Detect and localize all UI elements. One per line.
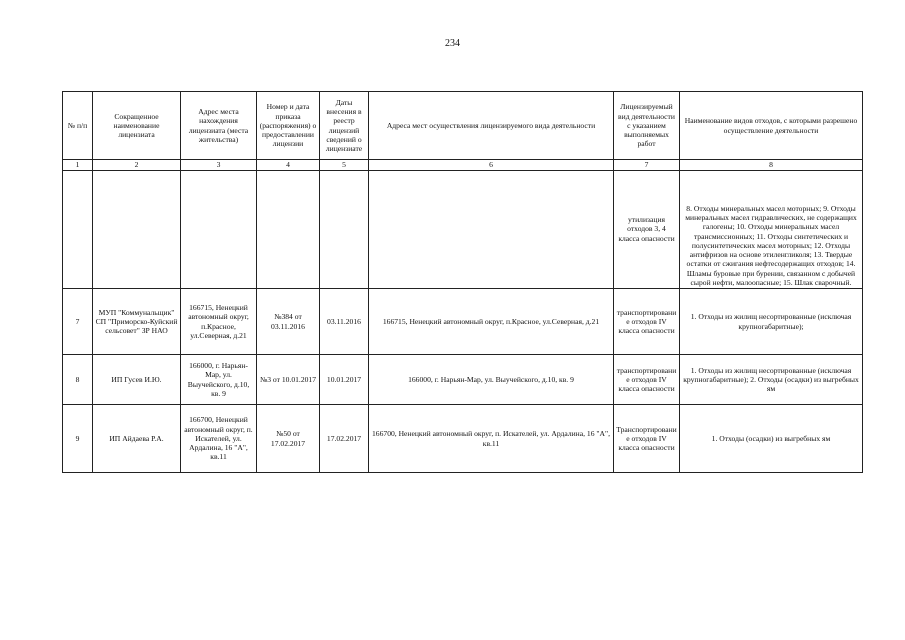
column-number: 3 xyxy=(181,160,257,171)
cell-waste-types: 8. Отходы минеральных масел моторных; 9. Отходы минеральных масел гидравлических, не содержащих галогены; 10. Отходы минеральных масел трансмиссионных; 11. Отходы синтетических и полусинтетических масел моторных; 12. Отходы антифризов на основе этиленгликоля; 13. Твердые остатки от сжигания нефтесодержащих отходов; 14. Шламы буровые при бурении, связанном с добычей сырой нефти, малоопасные; 15. Шлак сварочный. xyxy=(680,171,863,289)
cell-activity: Транспортирование отходов IV класса опасности xyxy=(614,405,680,473)
cell-empty xyxy=(320,171,369,289)
column-number: 7 xyxy=(614,160,680,171)
header-activity-type: Лицензируемый вид деятельности с указанием выполняемых работ xyxy=(614,92,680,160)
column-number: 6 xyxy=(369,160,614,171)
cell-licensee-address: 166715, Ненецкий автономный округ, п.Красное, ул.Северная, д.21 xyxy=(181,289,257,355)
header-licensee-name: Сокращенное наименование лицензиата xyxy=(93,92,181,160)
column-number: 2 xyxy=(93,160,181,171)
cell-activity: транспортирование отходов IV класса опасности xyxy=(614,355,680,405)
table-row xyxy=(63,405,863,473)
cell-licensee-name: ИП Гусев И.Ю. xyxy=(93,355,181,405)
cell-empty xyxy=(369,171,614,289)
header-order: Номер и дата приказа (распоряжения) о предоставлении лицензии xyxy=(257,92,320,160)
column-number: 5 xyxy=(320,160,369,171)
cell-waste-types: 1. Отходы (осадки) из выгребных ям xyxy=(680,405,863,473)
cell-empty xyxy=(181,171,257,289)
table-row-continuation xyxy=(63,171,863,289)
column-number: 8 xyxy=(680,160,863,171)
cell-activity-places: 166000, г. Нарьян-Мар, ул. Выучейского, д.10, кв. 9 xyxy=(369,355,614,405)
cell-num: 7 xyxy=(63,289,93,355)
page-number: 234 xyxy=(445,38,460,49)
cell-registry-date: 17.02.2017 xyxy=(320,405,369,473)
header-licensee-address: Адрес места нахождения лицензиата (места жительства) xyxy=(181,92,257,160)
cell-licensee-address: 166000, г. Нарьян-Мар, ул. Выучейского, д.10, кв. 9 xyxy=(181,355,257,405)
cell-empty xyxy=(257,171,320,289)
license-registry-table xyxy=(62,91,863,473)
header-num: № п/п xyxy=(63,92,93,160)
cell-num: 9 xyxy=(63,405,93,473)
cell-registry-date: 10.01.2017 xyxy=(320,355,369,405)
cell-num: 8 xyxy=(63,355,93,405)
cell-empty xyxy=(93,171,181,289)
cell-waste-types: 1. Отходы из жилищ несортированные (исключая крупногабаритные); xyxy=(680,289,863,355)
cell-registry-date: 03.11.2016 xyxy=(320,289,369,355)
column-number-row xyxy=(63,160,863,171)
cell-activity: транспортирование отходов IV класса опасности xyxy=(614,289,680,355)
table-row xyxy=(63,289,863,355)
header-row xyxy=(63,92,863,160)
cell-waste-types: 1. Отходы из жилищ несортированные (исключая крупногабаритные); 2. Отходы (осадки) из выгребных ям xyxy=(680,355,863,405)
header-waste-types: Наименование видов отходов, с которыми разрешено осуществление деятельности xyxy=(680,92,863,160)
column-number: 1 xyxy=(63,160,93,171)
cell-activity: утилизация отходов 3, 4 класса опасности xyxy=(614,171,680,289)
cell-order: №3 от 10.01.2017 xyxy=(257,355,320,405)
header-activity-places: Адреса мест осуществления лицензируемого вида деятельности xyxy=(369,92,614,160)
header-registry-date: Даты внесения в реестр лицензий сведений о лицензиате xyxy=(320,92,369,160)
cell-activity-places: 166715, Ненецкий автономный округ, п.Красное, ул.Северная, д.21 xyxy=(369,289,614,355)
cell-empty xyxy=(63,171,93,289)
cell-licensee-name: ИП Айдаева Р.А. xyxy=(93,405,181,473)
column-number: 4 xyxy=(257,160,320,171)
cell-order: №384 от 03.11.2016 xyxy=(257,289,320,355)
cell-licensee-name: МУП "Коммунальщик" СП "Приморско-Куйский сельсовет" ЗР НАО xyxy=(93,289,181,355)
cell-activity-places: 166700, Ненецкий автономный округ, п. Искателей, ул. Ардалина, 16 "А", кв.11 xyxy=(369,405,614,473)
cell-licensee-address: 166700, Ненецкий автономный округ, п. Искателей, ул. Ардалина, 16 "А", кв.11 xyxy=(181,405,257,473)
table-row xyxy=(63,355,863,405)
cell-order: №50 от 17.02.2017 xyxy=(257,405,320,473)
